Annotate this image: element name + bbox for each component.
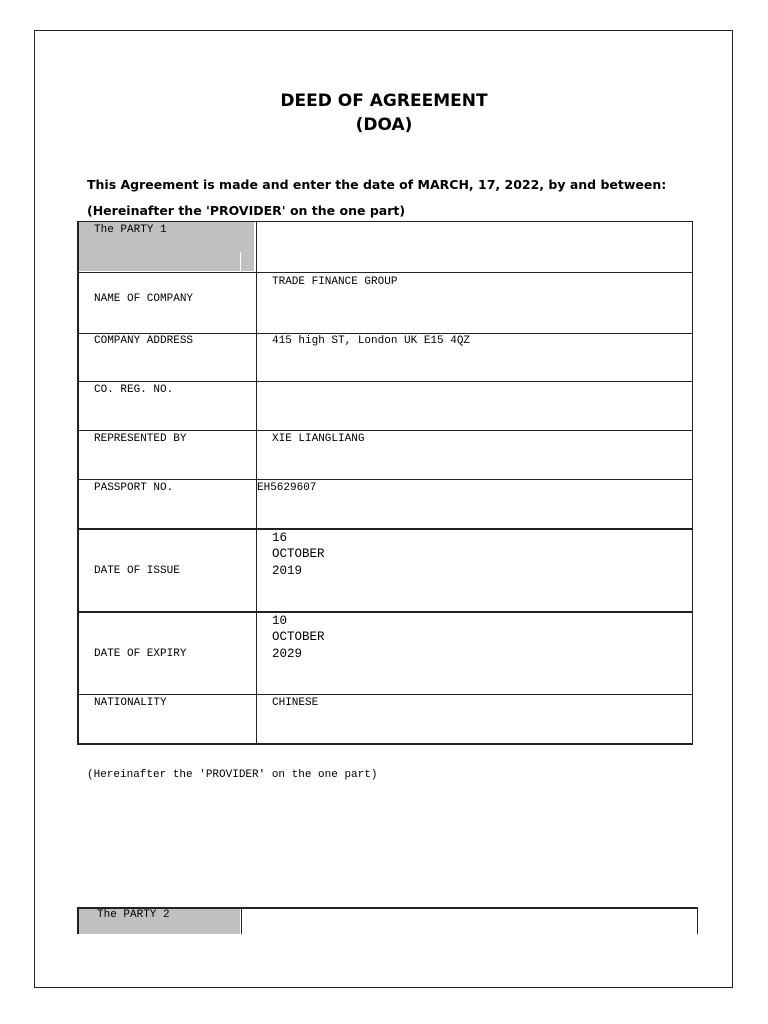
table-border-bottom: [77, 743, 693, 745]
nationality-label: NATIONALITY: [94, 697, 167, 709]
company-address-value: 415 high ST, London UK E15 4QZ: [272, 335, 471, 347]
date-of-issue-year: 2019: [272, 564, 303, 578]
table-border-right: [697, 907, 698, 934]
row-divider: [77, 333, 693, 334]
date-of-expiry-month: OCTOBER: [272, 630, 325, 644]
date-of-issue-month: OCTOBER: [272, 547, 325, 561]
date-of-issue-day: 16: [272, 531, 288, 545]
hereinafter-provider-bold: (Hereinafter the 'PROVIDER' on the one part): [87, 203, 406, 218]
document-page: [34, 30, 733, 988]
name-of-company-label: NAME OF COMPANY: [94, 293, 194, 305]
row-divider: [77, 528, 693, 530]
row-divider: [77, 611, 693, 613]
co-reg-no-label: CO. REG. NO.: [94, 384, 174, 396]
nationality-value: CHINESE: [272, 697, 319, 709]
party2-header-label: The PARTY 2: [97, 909, 170, 921]
date-of-issue-label: DATE OF ISSUE: [94, 565, 180, 577]
date-of-expiry-year: 2029: [272, 647, 303, 661]
represented-by-label: REPRESENTED BY: [94, 433, 187, 445]
passport-no-label: PASSPORT NO.: [94, 482, 174, 494]
date-of-expiry-label: DATE OF EXPIRY: [94, 648, 187, 660]
table-border-left: [77, 221, 79, 745]
row-divider: [77, 479, 693, 480]
row-divider: [77, 272, 693, 273]
hereinafter-provider-mono: (Hereinafter the 'PROVIDER' on the one part): [87, 769, 378, 781]
intro-paragraph: This Agreement is made and enter the date of MARCH, 17, 2022, by and between:: [87, 177, 667, 192]
table-border-top: [77, 221, 693, 222]
date-of-expiry-day: 10: [272, 614, 288, 628]
passport-no-value: EH5629607: [257, 482, 317, 494]
row-divider: [77, 381, 693, 382]
row-divider: [77, 694, 693, 695]
header-shade-divider: [240, 252, 241, 272]
document-subtitle: (DOA): [355, 115, 413, 135]
name-of-company-value: TRADE FINANCE GROUP: [272, 276, 398, 288]
row-divider: [77, 430, 693, 431]
table-border-left: [77, 907, 79, 934]
table-border-top: [77, 907, 698, 909]
company-address-label: COMPANY ADDRESS: [94, 335, 194, 347]
party1-header-label: The PARTY 1: [94, 224, 167, 236]
column-divider: [241, 907, 242, 934]
document-title: DEED OF AGREEMENT: [280, 91, 488, 111]
table-border-right: [692, 221, 693, 745]
represented-by-value: XIE LIANGLIANG: [272, 433, 365, 445]
